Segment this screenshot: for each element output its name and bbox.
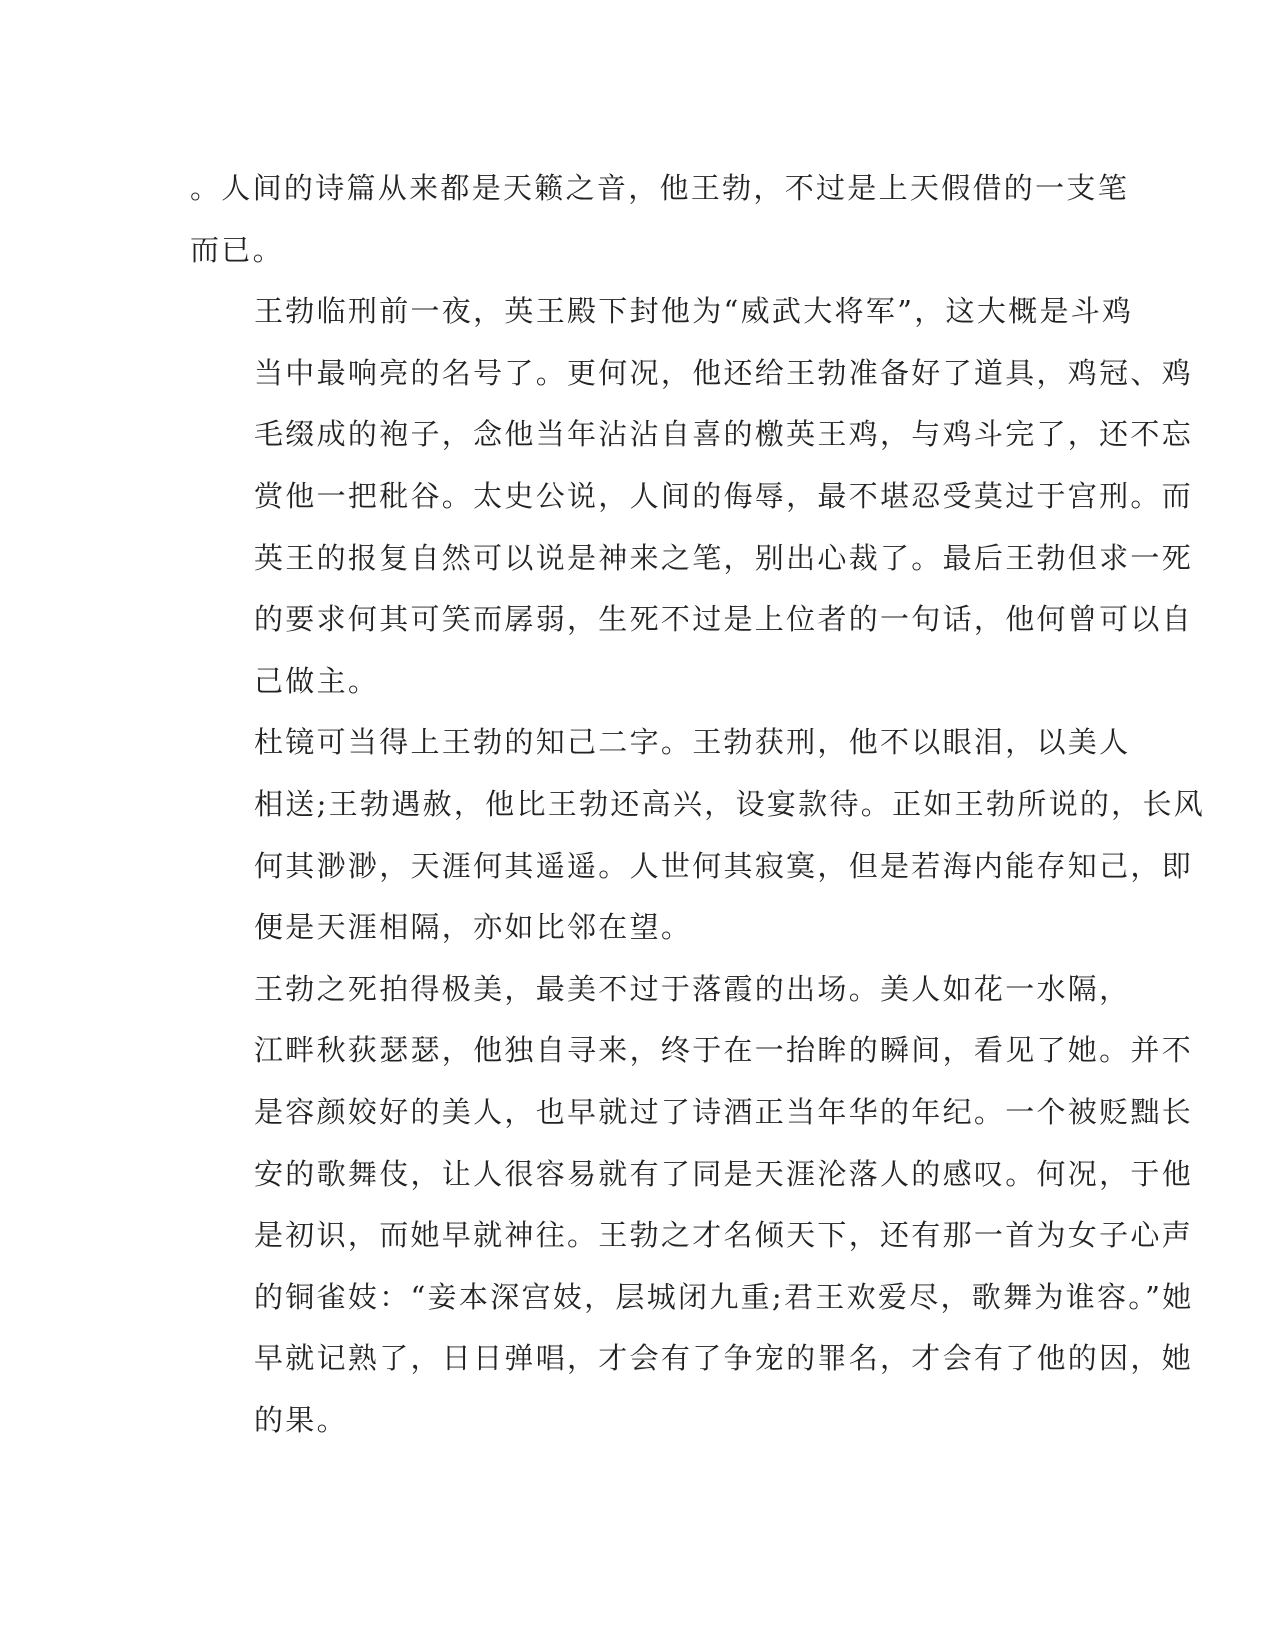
- text-line: 是容颜姣好的美人，也早就过了诗酒正当年华的年纪。一个被贬黜长: [254, 1094, 1194, 1129]
- paragraph: [190, 959, 1194, 1452]
- text-line: 的铜雀妓：“妾本深宫妓，层城闭九重;君王欢爱尽，歌舞为谁容。”她: [254, 1279, 1194, 1314]
- text-line: 的要求何其可笑而孱弱，生死不过是上位者的一句话，他何曾可以自: [254, 602, 1194, 637]
- text-line: 江畔秋荻瑟瑟，他独自寻来，终于在一抬眸的瞬间，看见了她。并不: [254, 1033, 1194, 1068]
- text-line: 便是天涯相隔，亦如比邻在望。: [254, 910, 693, 945]
- text-line: 是初识，而她早就神往。王勃之才名倾天下，还有那一首为女子心声: [254, 1218, 1194, 1253]
- text-line: 王勃之死拍得极美，最美不过于落霞的出场。美人如花一水隔，: [254, 971, 1131, 1006]
- paragraph: [190, 158, 1130, 281]
- text-line: 王勃临刑前一夜，英王殿下封他为“威武大将军”，这大概是斗鸡: [254, 294, 1134, 329]
- text-line: 早就记熟了，日日弹唱，才会有了争宠的罪名，才会有了他的因，她: [254, 1341, 1194, 1376]
- paragraph: [190, 281, 1194, 712]
- text-line: 英王的报复自然可以说是神来之笔，别出心裁了。最后王勃但求一死: [254, 540, 1194, 575]
- document-body: [190, 158, 1206, 1451]
- text-line: 。人间的诗篇从来都是天籁之音，他王勃，不过是上天假借的一支笔: [190, 171, 1130, 205]
- text-line: 而已。: [190, 232, 284, 267]
- text-line: 杜镜可当得上王勃的知己二字。王勃获刑，他不以眼泪，以美人: [254, 725, 1131, 760]
- text-line: 赏他一把秕谷。太史公说，人间的侮辱，最不堪忍受莫过于宫刑。而: [254, 478, 1194, 513]
- text-line: 当中最响亮的名号了。更何况，他还给王勃准备好了道具，鸡冠、鸡: [254, 355, 1194, 390]
- text-line: 相送;王勃遇赦，他比王勃还高兴，设宴款待。正如王勃所说的，长风: [254, 786, 1206, 821]
- text-line: 的果。: [254, 1402, 348, 1437]
- paragraph: [190, 712, 1206, 958]
- text-line: 安的歌舞伎，让人很容易就有了同是天涯沦落人的感叹。何况，于他: [254, 1156, 1194, 1191]
- text-line: 毛缀成的袍子，念他当年沾沾自喜的檄英王鸡，与鸡斗完了，还不忘: [254, 417, 1194, 452]
- text-line: 己做主。: [254, 663, 380, 698]
- text-line: 何其渺渺，天涯何其遥遥。人世何其寂寞，但是若海内能存知己，即: [254, 848, 1194, 883]
